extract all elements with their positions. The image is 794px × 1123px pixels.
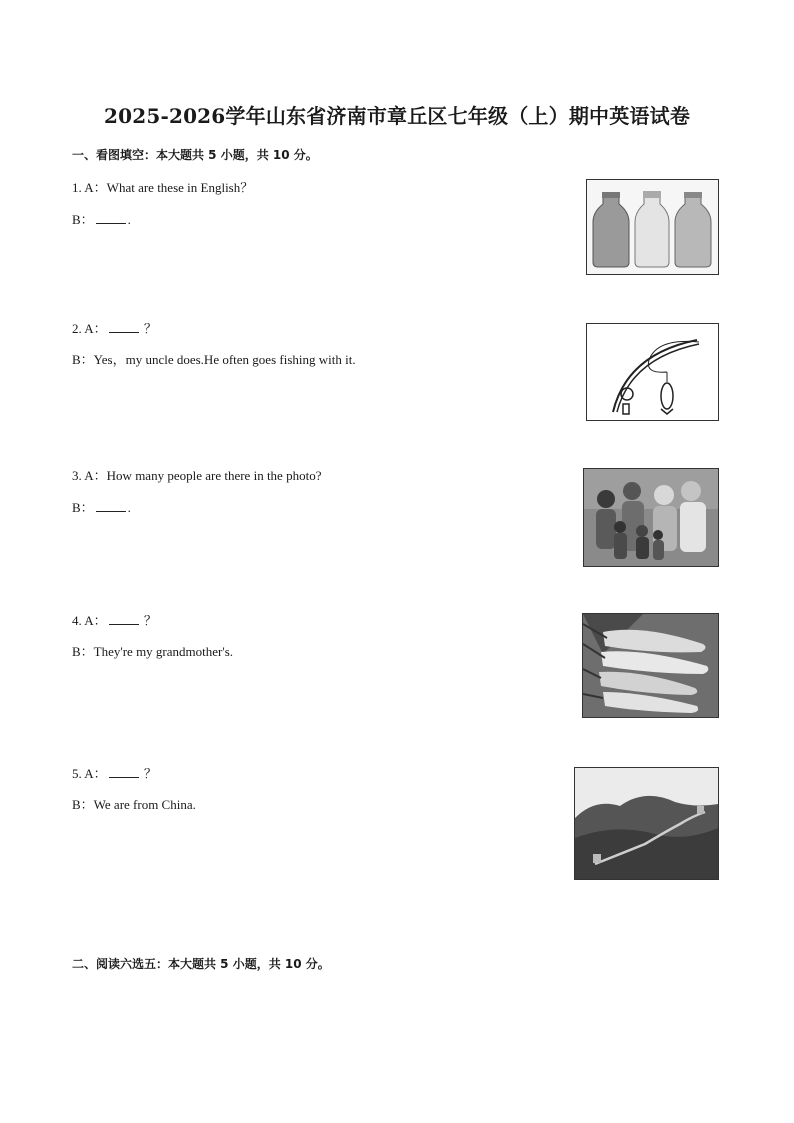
question-3-b-prefix: B： — [72, 500, 94, 515]
carrots-picture — [582, 613, 719, 718]
great-wall-picture — [574, 767, 719, 880]
answer-blank[interactable] — [96, 212, 126, 224]
family-photo-picture — [583, 468, 719, 567]
question-4-a-prefix: 4. A： — [72, 613, 107, 628]
question-4-b — [72, 641, 233, 660]
question-5-b — [72, 794, 196, 813]
section-2-heading: 二、阅读六选五：本大题共 5 小题，共 10 分。 — [72, 957, 330, 971]
question-4-b-text: They're my grandmother's. — [93, 644, 234, 659]
question-4-a-text: ？ — [143, 613, 157, 628]
question-2-b-text: Yes，my uncle does.He often goes fishing with it. — [93, 352, 356, 367]
bottles-picture — [586, 179, 719, 275]
question-5-a-prefix: 5. A： — [72, 766, 107, 781]
section-1-heading: 一、看图填空：本大题共 5 小题，共 10 分。 — [72, 148, 318, 162]
paper-title: 2025-2026学年山东省济南市章丘区七年级（上）期中英语试卷 — [103, 104, 691, 128]
question-5-a — [72, 763, 157, 782]
answer-blank[interactable] — [109, 321, 139, 333]
question-2-a-prefix: 2. A： — [72, 321, 107, 336]
question-1-b — [72, 209, 131, 228]
answer-blank[interactable] — [96, 500, 126, 512]
question-2-a — [72, 318, 157, 337]
question-1-a-text: What are these in English？ — [106, 180, 254, 195]
question-1-a-prefix: 1. A： — [72, 180, 107, 195]
question-2-a-text: ？ — [143, 321, 157, 336]
question-3-a-text: How many people are there in the photo? — [106, 468, 322, 483]
question-2-b-prefix: B： — [72, 352, 94, 367]
question-3-a-prefix: 3. A： — [72, 468, 107, 483]
question-5-a-text: ？ — [143, 766, 157, 781]
question-5-b-prefix: B： — [72, 797, 94, 812]
fishing-rod-picture — [586, 323, 719, 421]
question-1-b-prefix: B： — [72, 212, 94, 227]
question-3-a — [72, 465, 321, 484]
question-3-b — [72, 497, 131, 516]
question-1-a — [72, 177, 253, 196]
answer-blank[interactable] — [109, 766, 139, 778]
question-4-b-prefix: B： — [72, 644, 94, 659]
question-1-b-text: . — [127, 212, 131, 227]
question-5-b-text: We are from China. — [93, 797, 196, 812]
question-2-b — [72, 349, 356, 368]
question-4-a — [72, 610, 157, 629]
question-3-b-text: . — [127, 500, 131, 515]
answer-blank[interactable] — [109, 613, 139, 625]
